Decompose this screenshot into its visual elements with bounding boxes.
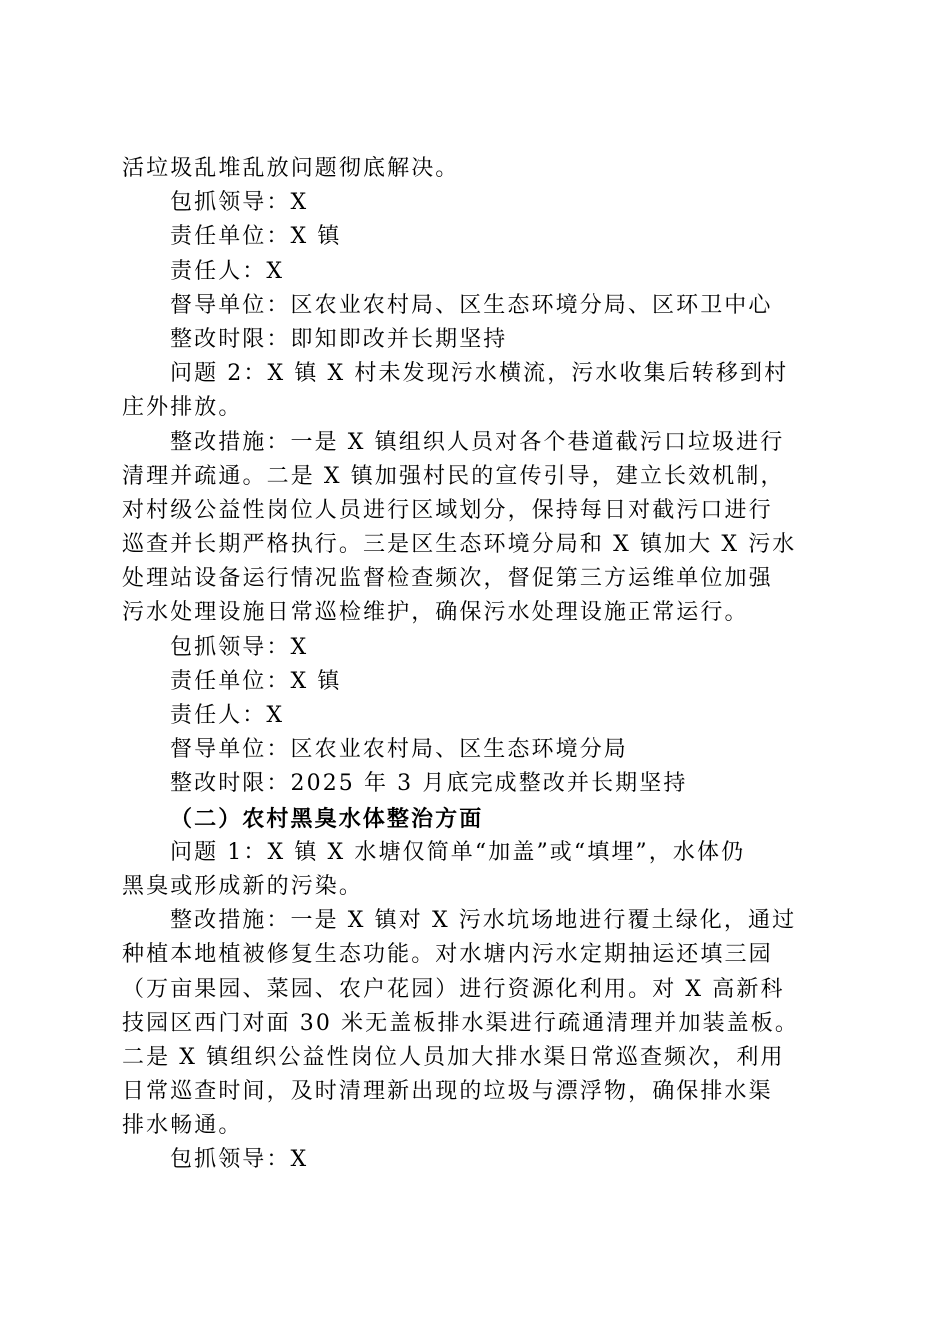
- text-line: 整改时限：2025 年 3 月底完成整改并长期坚持: [170, 771, 688, 797]
- text-line: 责任单位：X 镇: [170, 668, 342, 694]
- text-line: 问题 2：X 镇 X 村未发现污水横流，污水收集后转移到村: [170, 361, 789, 387]
- text-line: 对村级公益性岗位人员进行区域划分，保持每日对截污口进行: [122, 497, 773, 523]
- text-line: 包抓领导：X: [170, 1147, 309, 1173]
- text-line: 活垃圾乱堆乱放问题彻底解决。: [122, 156, 460, 181]
- text-line: 问题 1：X 镇 X 水塘仅简单“加盖”或“填埋”，水体仍: [170, 839, 746, 865]
- text-line: （万亩果园、菜园、农户花园）进行资源化利用。对 X 高新科: [122, 976, 785, 1002]
- text-line: 二是 X 镇组织公益性岗位人员加大排水渠日常巡查频次，利用: [122, 1044, 785, 1070]
- text-line: 责任单位：X 镇: [170, 224, 342, 250]
- text-line: 庄外排放。: [122, 395, 243, 421]
- text-line: 污水处理设施日常巡检维护，确保污水处理设施正常运行。: [122, 600, 749, 626]
- text-line: 处理站设备运行情况监督检查频次，督促第三方运维单位加强: [122, 566, 773, 592]
- section-heading: （二）农村黑臭水体整治方面: [170, 805, 484, 832]
- text-line: 清理并疏通。二是 X 镇加强村民的宣传引导，建立长效机制，: [122, 463, 785, 489]
- text-line: 包抓领导：X: [170, 634, 309, 660]
- text-line: 整改措施：一是 X 镇组织人员对各个巷道截污口垃圾进行: [170, 429, 785, 455]
- text-line: 排水畅通。: [122, 1113, 243, 1139]
- text-line: 技园区西门对面 30 米无盖板排水渠进行疏通清理并加装盖板。: [122, 1010, 799, 1036]
- text-line: 黑臭或形成新的污染。: [122, 873, 364, 899]
- text-line: 责任人：X: [170, 703, 285, 728]
- text-line: 督导单位：区农业农村局、区生态环境分局、区环卫中心: [170, 292, 773, 318]
- text-line: 整改时限：即知即改并长期坚持: [170, 326, 508, 352]
- text-line: 责任人：X: [170, 258, 285, 284]
- text-line: 巡查并长期严格执行。三是区生态环境分局和 X 镇加大 X 污水: [122, 532, 797, 558]
- text-line: 整改措施：一是 X 镇对 X 污水坑场地进行覆土绿化，通过: [170, 908, 797, 934]
- text-line: 督导单位：区农业农村局、区生态环境分局: [170, 737, 628, 763]
- document-body: [122, 152, 828, 1178]
- text-line: 包抓领导：X: [170, 190, 309, 216]
- text-line: 种植本地植被修复生态功能。对水塘内污水定期抽运还填三园: [122, 942, 773, 968]
- text-line: 日常巡查时间，及时清理新出现的垃圾与漂浮物，确保排水渠: [122, 1079, 773, 1105]
